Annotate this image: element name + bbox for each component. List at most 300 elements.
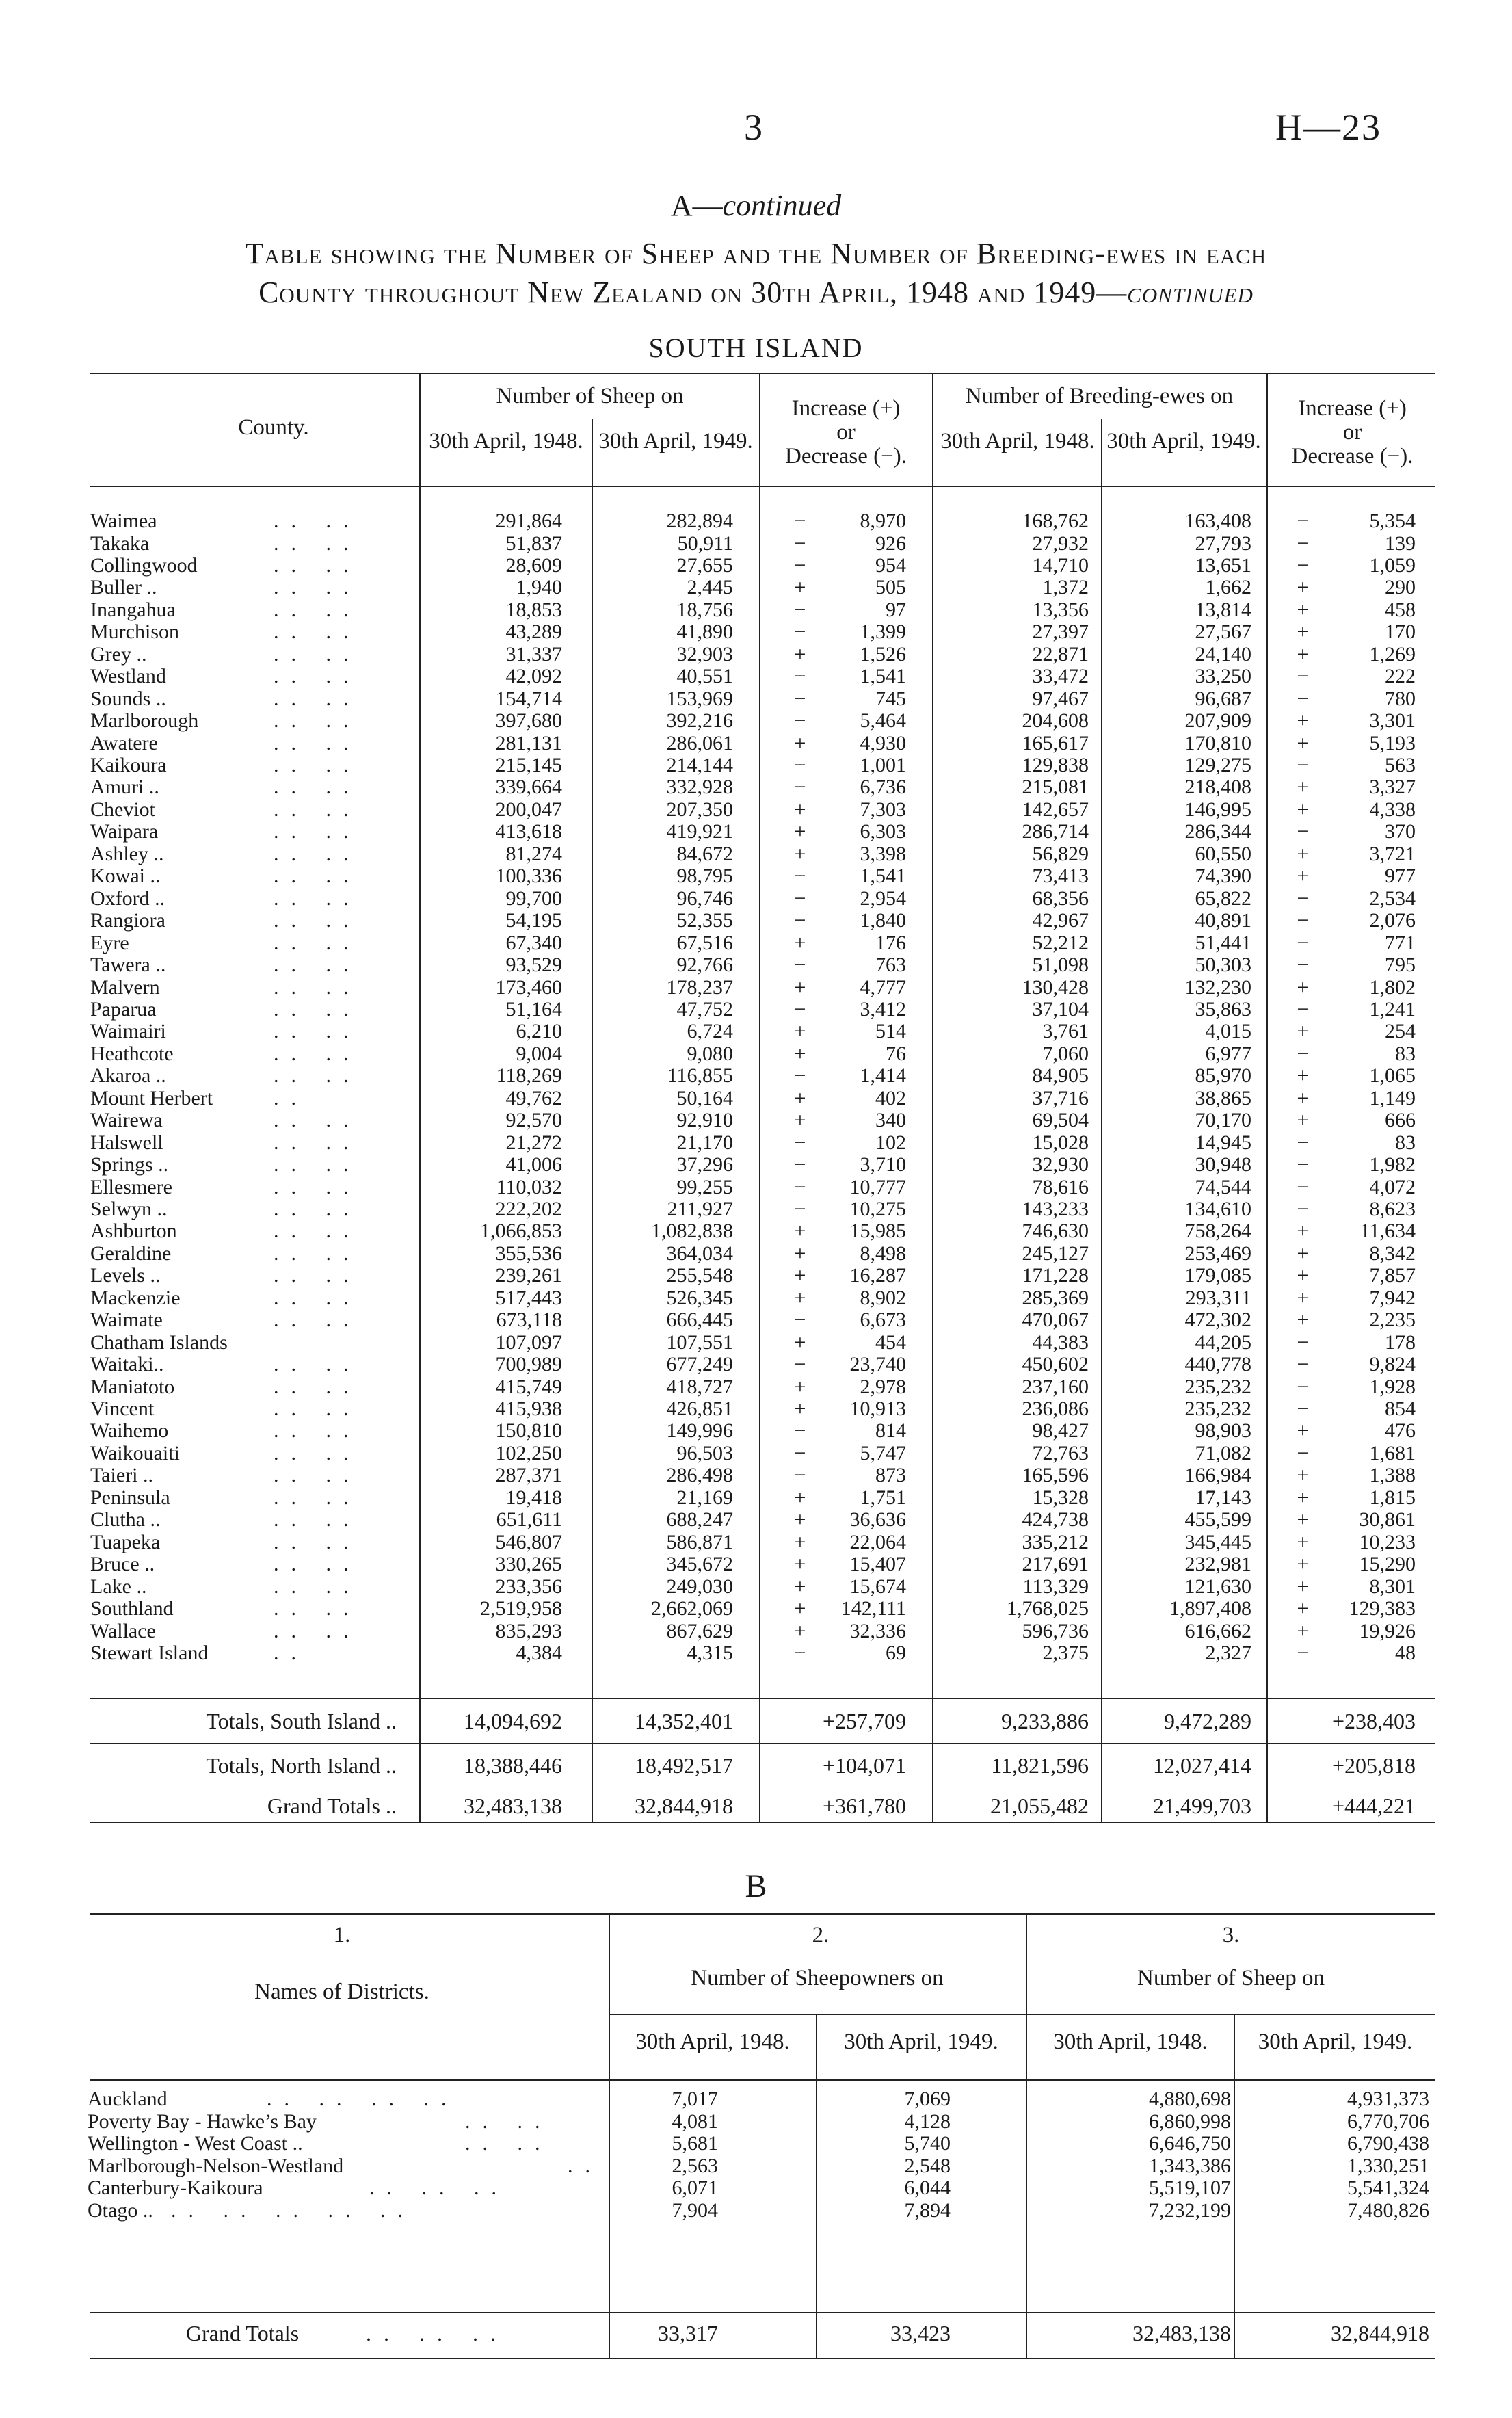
table-row xyxy=(0,510,1512,532)
sheep-1949-cell: 867,629 xyxy=(666,1619,733,1642)
sheep-change-cell: 873 xyxy=(875,1464,906,1487)
ewes-1949-cell: 758,264 xyxy=(1184,1220,1251,1243)
county-name: Paparua xyxy=(90,997,157,1021)
ewes-change-sign: + xyxy=(1297,1530,1309,1553)
ewes-1949-cell: 50,303 xyxy=(1195,954,1251,976)
sheep-1948-cell: 51,164 xyxy=(505,997,562,1021)
county-name: Marlborough xyxy=(90,709,199,732)
sheep-change-cell: 454 xyxy=(875,1330,906,1354)
ewes-change-cell: 2,076 xyxy=(1369,909,1416,932)
ewes-1949-cell: 4,015 xyxy=(1205,1020,1251,1043)
sheep-change-sign: − xyxy=(794,553,806,577)
sheep-1948-cell: 21,272 xyxy=(505,1131,562,1154)
ewes-1949-cell: 35,863 xyxy=(1195,997,1251,1021)
sheep-change-sign: − xyxy=(794,909,806,932)
sheep-1948-cell: 330,265 xyxy=(495,1553,562,1576)
sheep-change-sign: + xyxy=(794,1575,806,1598)
table-row xyxy=(0,709,1512,732)
county-name: Taieri .. xyxy=(90,1464,154,1487)
sheep-change-sign: − xyxy=(794,1353,806,1376)
ewes-change-cell: 1,065 xyxy=(1369,1064,1416,1088)
sheep-1949-cell: 6,770,706 xyxy=(1347,2110,1429,2133)
leader-dots: .. .. xyxy=(274,1375,361,1398)
sheep-change-sign: + xyxy=(794,1530,806,1553)
leader-dots: .. .. xyxy=(274,1064,361,1088)
table-row xyxy=(0,687,1512,710)
sheep-change-cell: 23,740 xyxy=(849,1353,906,1376)
b-top-rule xyxy=(90,1913,1435,1915)
leader-dots: .. .. xyxy=(274,665,361,688)
leader-dots: .. .. xyxy=(274,598,361,621)
b-bottom-rule xyxy=(90,2358,1435,2359)
sheep-1948-cell: 31,337 xyxy=(505,642,562,666)
totals-row xyxy=(0,1753,1512,1778)
ewes-change-cell: 222 xyxy=(1385,665,1416,688)
sheep-1949-cell: 6,724 xyxy=(687,1020,733,1043)
ewes-change-cell: 1,681 xyxy=(1369,1441,1416,1464)
leader-dots: .. .. xyxy=(274,709,361,732)
leader-dots: .. .. xyxy=(274,1020,361,1043)
leader-dots: .. .. xyxy=(274,1153,361,1177)
county-name: Clutha .. xyxy=(90,1508,161,1532)
leader-dots: .. .. xyxy=(274,1198,361,1220)
island-heading: SOUTH ISLAND xyxy=(648,332,864,363)
sheep-change-cell: 3,398 xyxy=(860,842,906,865)
county-name: Inangahua xyxy=(90,598,176,621)
sheep-change-cell: 1,414 xyxy=(860,1064,906,1088)
sheep-change-cell: 7,303 xyxy=(860,798,906,821)
county-name: Peninsula xyxy=(90,1486,170,1509)
district-row xyxy=(0,2199,1512,2222)
sheep-1949-cell: 149,996 xyxy=(666,1419,733,1443)
ewes-1949-cell: 13,814 xyxy=(1195,598,1251,621)
county-name: Waimea xyxy=(90,510,157,532)
leader-dots: .. .. xyxy=(465,2110,553,2133)
sheep-change-sign: + xyxy=(794,931,806,954)
sheep-change-cell: 102 xyxy=(875,1131,906,1154)
ewes-change-cell: 19,926 xyxy=(1359,1619,1416,1642)
sheep-change-cell: 2,954 xyxy=(860,886,906,910)
sheep-change-cell: 142,111 xyxy=(840,1597,906,1620)
leader-dots: .. .. xyxy=(274,1419,361,1443)
sheep-change-cell: 763 xyxy=(875,954,906,976)
ewes-1949-cell: 472,302 xyxy=(1184,1309,1251,1332)
sheep-change-sign: − xyxy=(794,687,806,710)
ewes-change-sign: + xyxy=(1297,842,1309,865)
ewes-1948-cell: 44,383 xyxy=(1032,1330,1089,1354)
ewes-change-sign: + xyxy=(1297,1286,1309,1309)
table-row xyxy=(0,1042,1512,1065)
ewes-1948-cell: 27,397 xyxy=(1032,620,1089,644)
sheep-change-sign: − xyxy=(794,1641,806,1664)
total-sheep-change: +361,780 xyxy=(822,1793,906,1818)
sheep-change-sign: − xyxy=(794,598,806,621)
table-row xyxy=(0,643,1512,666)
header-ewes-1948: 30th April, 1948. xyxy=(940,429,1095,454)
sheep-change-sign: + xyxy=(794,576,806,599)
county-name: Kowai .. xyxy=(90,865,161,888)
county-name: Ashley .. xyxy=(90,842,164,865)
sheep-1949-cell: 345,672 xyxy=(666,1553,733,1576)
county-name: Chatham Islands xyxy=(90,1330,228,1354)
table-row xyxy=(0,887,1512,910)
table-row xyxy=(0,865,1512,887)
ewes-1948-cell: 171,228 xyxy=(1022,1264,1089,1287)
sheep-1949-cell: 214,144 xyxy=(666,754,733,776)
ewes-1948-cell: 165,617 xyxy=(1022,731,1089,754)
sheep-change-sign: − xyxy=(794,1175,806,1198)
ewes-1948-cell: 72,763 xyxy=(1032,1441,1089,1464)
owners-1948-cell: 6,071 xyxy=(672,2177,718,2199)
sheep-1949-cell: 418,727 xyxy=(666,1375,733,1398)
sheep-1948-cell: 118,269 xyxy=(496,1064,562,1088)
sheep-change-sign: + xyxy=(794,820,806,843)
leader-dots: .. .. xyxy=(274,687,361,710)
total-sheep-1948: 32,483,138 xyxy=(464,1793,562,1818)
ewes-1948-cell: 3,761 xyxy=(1042,1020,1089,1043)
sheep-1949-cell: 586,871 xyxy=(666,1530,733,1553)
leader-dots: .. .. xyxy=(274,997,361,1021)
sheep-1948-cell: 339,664 xyxy=(495,776,562,799)
ewes-1948-cell: 69,504 xyxy=(1032,1109,1089,1132)
table-row xyxy=(0,1442,1512,1464)
ewes-change-cell: 9,824 xyxy=(1369,1353,1416,1376)
sheep-1948-cell: 107,097 xyxy=(495,1330,562,1354)
leader-dots: .. .. .. xyxy=(369,2177,509,2199)
sheep-1948-cell: 92,570 xyxy=(505,1109,562,1132)
ewes-1948-cell: 217,691 xyxy=(1022,1553,1089,1576)
ewes-1949-cell: 96,687 xyxy=(1195,687,1251,710)
sheep-change-cell: 15,985 xyxy=(849,1220,906,1243)
ewes-change-sign: + xyxy=(1297,1553,1309,1576)
ewes-1948-cell: 113,329 xyxy=(1022,1575,1089,1598)
ewes-1949-cell: 74,544 xyxy=(1195,1175,1251,1198)
district-row xyxy=(0,2110,1512,2133)
ewes-1949-cell: 218,408 xyxy=(1184,776,1251,799)
ewes-change-sign: + xyxy=(1297,1109,1309,1132)
sheep-change-cell: 3,710 xyxy=(860,1153,906,1177)
totals-label: Grand Totals .. xyxy=(267,1793,397,1818)
title-line-2-continued: continued xyxy=(1127,276,1254,309)
table-top-rule xyxy=(90,373,1435,374)
ewes-change-cell: 1,982 xyxy=(1369,1153,1416,1177)
ewes-1948-cell: 470,067 xyxy=(1022,1309,1089,1332)
sheep-change-sign: − xyxy=(794,510,806,532)
sheep-1948-cell: 651,611 xyxy=(496,1508,562,1532)
sheep-1948-cell: 291,864 xyxy=(495,510,562,532)
ewes-1948-cell: 33,472 xyxy=(1032,665,1089,688)
sheep-1949-cell: 666,445 xyxy=(666,1309,733,1332)
table-row xyxy=(0,1419,1512,1442)
sheep-change-cell: 69 xyxy=(886,1641,906,1664)
header-inc1-line2: or xyxy=(836,420,856,445)
leader-dots: .. xyxy=(568,2154,602,2177)
table-row xyxy=(0,754,1512,776)
sheep-1949-cell: 688,247 xyxy=(666,1508,733,1532)
b-col3-number: 3. xyxy=(1222,1923,1240,1947)
b-sheep-1949: 30th April, 1949. xyxy=(1258,2029,1413,2054)
ewes-change-cell: 8,623 xyxy=(1369,1198,1416,1220)
sheep-1949-cell: 37,296 xyxy=(676,1153,733,1177)
sheep-1949-cell: 5,541,324 xyxy=(1347,2177,1429,2199)
leader-dots: .. .. xyxy=(274,1486,361,1509)
sheep-1949-cell: 2,445 xyxy=(687,576,733,599)
page-number: 3 xyxy=(744,107,762,148)
district-name: Otago .. xyxy=(88,2198,153,2222)
ewes-1949-cell: 74,390 xyxy=(1195,865,1251,888)
total-ewes-1948: 21,055,482 xyxy=(990,1793,1089,1818)
ewes-1948-cell: 15,028 xyxy=(1032,1131,1089,1154)
header-bottom-rule xyxy=(90,486,1435,487)
ewes-change-cell: 1,241 xyxy=(1369,997,1416,1021)
sheep-1949-cell: 207,350 xyxy=(666,798,733,821)
ewes-change-sign: + xyxy=(1297,1264,1309,1287)
leader-dots: .. .. xyxy=(274,820,361,843)
owners-1948-cell: 7,904 xyxy=(672,2198,718,2222)
ewes-change-cell: 1,388 xyxy=(1369,1464,1416,1487)
sheep-change-sign: − xyxy=(794,1064,806,1088)
leader-dots: .. .. xyxy=(274,1619,361,1642)
sheep-change-sign: − xyxy=(794,954,806,976)
header-sheep-1949: 30th April, 1949. xyxy=(598,429,753,454)
ewes-1949-cell: 71,082 xyxy=(1195,1441,1251,1464)
total-ewes-1949: 21,499,703 xyxy=(1153,1793,1251,1818)
sheep-change-sign: − xyxy=(794,531,806,555)
header-inc2-line3: Decrease (−). xyxy=(1291,444,1414,469)
ewes-1948-cell: 56,829 xyxy=(1032,842,1089,865)
leader-dots: .. .. xyxy=(274,909,361,932)
header-inc1-line1: Increase (+) xyxy=(791,396,901,421)
ewes-change-sign: − xyxy=(1297,909,1309,932)
sheep-1948-cell: 6,860,998 xyxy=(1149,2110,1231,2133)
ewes-1949-cell: 455,599 xyxy=(1184,1508,1251,1532)
ewes-change-cell: 458 xyxy=(1385,598,1416,621)
sheep-change-sign: + xyxy=(794,1619,806,1642)
ewes-1949-cell: 70,170 xyxy=(1195,1109,1251,1132)
table-title-line-2 xyxy=(0,275,1512,310)
ewes-change-cell: 3,327 xyxy=(1369,776,1416,799)
sheep-change-cell: 505 xyxy=(875,576,906,599)
ewes-change-sign: − xyxy=(1297,510,1309,532)
ewes-1948-cell: 15,328 xyxy=(1032,1486,1089,1509)
county-name: Oxford .. xyxy=(90,886,165,910)
ewes-1949-cell: 207,909 xyxy=(1184,709,1251,732)
sheep-1948-cell: 355,536 xyxy=(495,1241,562,1265)
ewes-change-sign: + xyxy=(1297,1575,1309,1598)
ewes-change-sign: + xyxy=(1297,709,1309,732)
section-b-heading: B xyxy=(745,1868,767,1904)
sheep-1948-cell: 28,609 xyxy=(505,553,562,577)
table-row xyxy=(0,1486,1512,1509)
ewes-change-sign: + xyxy=(1297,1464,1309,1487)
ewes-1949-cell: 293,311 xyxy=(1185,1286,1251,1309)
ewes-change-cell: 48 xyxy=(1395,1641,1416,1664)
county-name: Sounds .. xyxy=(90,687,166,710)
sheep-change-cell: 8,902 xyxy=(860,1286,906,1309)
table-row xyxy=(0,1198,1512,1220)
county-name: Selwyn .. xyxy=(90,1198,168,1220)
leader-dots: .. .. xyxy=(274,1597,361,1620)
leader-dots: .. .. xyxy=(274,1553,361,1576)
owners-1949-cell: 7,069 xyxy=(904,2088,951,2110)
table-row xyxy=(0,1553,1512,1575)
sheep-change-sign: + xyxy=(794,1553,806,1576)
sheep-change-cell: 6,303 xyxy=(860,820,906,843)
ewes-change-cell: 290 xyxy=(1385,576,1416,599)
ewes-change-sign: − xyxy=(1297,1153,1309,1177)
ewes-change-sign: − xyxy=(1297,931,1309,954)
leader-dots: .. .. xyxy=(274,954,361,976)
ewes-change-sign: − xyxy=(1297,997,1309,1021)
sheep-change-sign: + xyxy=(794,731,806,754)
ewes-change-sign: + xyxy=(1297,776,1309,799)
sheep-1948-cell: 154,714 xyxy=(495,687,562,710)
sheep-change-cell: 1,001 xyxy=(860,754,906,776)
sheep-1949-cell: 21,170 xyxy=(676,1131,733,1154)
sheep-1948-cell: 102,250 xyxy=(495,1441,562,1464)
b-header-sheepowners: Number of Sheepowners on xyxy=(691,1966,944,1990)
header-inc2-line1: Increase (+) xyxy=(1298,396,1407,421)
sheep-change-sign: + xyxy=(794,1241,806,1265)
ewes-1949-cell: 132,230 xyxy=(1184,975,1251,999)
sheep-1949-cell: 50,164 xyxy=(676,1086,733,1109)
ewes-1948-cell: 168,762 xyxy=(1022,510,1089,532)
table-title-line-1: Table showing the Number of Sheep and the Number of Breeding-ewes in each xyxy=(245,237,1267,270)
total-sheep-1949: 32,844,918 xyxy=(635,1793,733,1818)
sheep-change-sign: + xyxy=(794,1375,806,1398)
county-name: Awatere xyxy=(90,731,158,754)
ewes-change-sign: + xyxy=(1297,731,1309,754)
ewes-change-cell: 170 xyxy=(1385,620,1416,644)
ewes-1948-cell: 1,768,025 xyxy=(1007,1597,1089,1620)
total-sheep-1949: 14,352,401 xyxy=(635,1709,733,1733)
total-owners-1949: 33,423 xyxy=(890,2321,951,2345)
ewes-1949-cell: 1,897,408 xyxy=(1169,1597,1251,1620)
ewes-change-sign: + xyxy=(1297,1419,1309,1443)
ewes-change-cell: 83 xyxy=(1395,1042,1416,1065)
ewes-1949-cell: 44,205 xyxy=(1195,1330,1251,1354)
ewes-change-cell: 8,342 xyxy=(1369,1241,1416,1265)
ewes-1949-cell: 2,327 xyxy=(1205,1641,1251,1664)
sheep-change-cell: 954 xyxy=(875,553,906,577)
header-inc1-line3: Decrease (−). xyxy=(785,444,907,469)
ewes-change-cell: 666 xyxy=(1385,1109,1416,1132)
county-name: Vincent xyxy=(90,1397,155,1420)
ewes-change-sign: − xyxy=(1297,754,1309,776)
leader-dots: .. .. xyxy=(274,776,361,799)
sheep-change-sign: − xyxy=(794,1153,806,1177)
ewes-1949-cell: 24,140 xyxy=(1195,642,1251,666)
leader-dots: .. .. xyxy=(274,865,361,888)
sheep-1948-cell: 7,232,199 xyxy=(1149,2198,1231,2222)
total-owners-1948: 33,317 xyxy=(658,2321,718,2345)
sheep-change-cell: 1,541 xyxy=(860,865,906,888)
sheep-change-cell: 4,777 xyxy=(860,975,906,999)
ewes-1948-cell: 68,356 xyxy=(1032,886,1089,910)
table-row xyxy=(0,1597,1512,1620)
sheep-change-sign: − xyxy=(794,1441,806,1464)
sheep-1948-cell: 67,340 xyxy=(505,931,562,954)
county-name: Southland xyxy=(90,1597,174,1620)
sheep-change-cell: 4,930 xyxy=(860,731,906,754)
district-row xyxy=(0,2177,1512,2199)
ewes-1949-cell: 235,232 xyxy=(1184,1397,1251,1420)
table-bottom-rule xyxy=(90,1822,1435,1823)
sheep-change-sign: − xyxy=(794,1419,806,1443)
ewes-1948-cell: 237,160 xyxy=(1022,1375,1089,1398)
totals-row xyxy=(0,1793,1512,1818)
ewes-1948-cell: 51,098 xyxy=(1032,954,1089,976)
b-total-rule xyxy=(90,2312,1435,2313)
sheep-1949-cell: 211,927 xyxy=(667,1198,733,1220)
sheep-change-cell: 6,673 xyxy=(860,1309,906,1332)
ewes-1948-cell: 1,372 xyxy=(1042,576,1089,599)
ewes-1949-cell: 85,970 xyxy=(1195,1064,1251,1088)
b-owners-1949: 30th April, 1949. xyxy=(844,2029,998,2054)
sheep-1949-cell: 392,216 xyxy=(666,709,733,732)
ewes-change-sign: + xyxy=(1297,865,1309,888)
leader-dots: .. .. xyxy=(274,731,361,754)
ewes-1948-cell: 14,710 xyxy=(1032,553,1089,577)
leader-dots: .. xyxy=(274,1641,308,1664)
ewes-change-sign: + xyxy=(1297,1508,1309,1532)
leader-dots: .. .. xyxy=(274,1220,361,1243)
ewes-change-cell: 1,802 xyxy=(1369,975,1416,999)
sheep-change-cell: 16,287 xyxy=(849,1264,906,1287)
sheep-change-sign: + xyxy=(794,1286,806,1309)
leader-dots: .. .. xyxy=(274,931,361,954)
district-total-row xyxy=(0,2322,1512,2347)
leader-dots: .. .. xyxy=(274,1286,361,1309)
ewes-1948-cell: 37,104 xyxy=(1032,997,1089,1021)
sheep-change-sign: + xyxy=(794,1330,806,1354)
ewes-1949-cell: 179,085 xyxy=(1184,1264,1251,1287)
district-name: Poverty Bay - Hawke’s Bay xyxy=(88,2110,317,2133)
sheep-change-sign: + xyxy=(794,1086,806,1109)
sheep-change-cell: 8,498 xyxy=(860,1241,906,1265)
ewes-1948-cell: 450,602 xyxy=(1022,1353,1089,1376)
leader-dots: .. .. xyxy=(274,553,361,577)
sheep-1948-cell: 9,004 xyxy=(516,1042,562,1065)
sheep-1949-cell: 4,315 xyxy=(687,1641,733,1664)
sheep-change-cell: 402 xyxy=(875,1086,906,1109)
b-header-bottom-rule xyxy=(90,2079,1435,2081)
sheep-1949-cell: 92,766 xyxy=(676,954,733,976)
owners-1948-cell: 4,081 xyxy=(672,2110,718,2133)
leader-dots: .. .. xyxy=(274,1264,361,1287)
ewes-change-sign: − xyxy=(1297,1441,1309,1464)
ewes-1948-cell: 2,375 xyxy=(1042,1641,1089,1664)
sheep-1948-cell: 81,274 xyxy=(505,842,562,865)
leader-dots: .. .. xyxy=(274,975,361,999)
sheep-change-cell: 6,736 xyxy=(860,776,906,799)
ewes-change-sign: + xyxy=(1297,975,1309,999)
table-row xyxy=(0,776,1512,798)
total-ewes-change: +444,221 xyxy=(1331,1793,1416,1818)
ewes-1949-cell: 163,408 xyxy=(1184,510,1251,532)
table-row xyxy=(0,932,1512,954)
sheep-1949-cell: 47,752 xyxy=(676,997,733,1021)
leader-dots: .. .. xyxy=(465,2132,553,2155)
sheep-1948-cell: 239,261 xyxy=(495,1264,562,1287)
sheep-change-sign: + xyxy=(794,798,806,821)
table-row xyxy=(0,1331,1512,1354)
sheep-change-cell: 1,840 xyxy=(860,909,906,932)
sheep-change-sign: − xyxy=(794,886,806,910)
sheep-change-cell: 1,751 xyxy=(860,1486,906,1509)
sheep-change-cell: 5,464 xyxy=(860,709,906,732)
county-name: Bruce .. xyxy=(90,1553,155,1576)
